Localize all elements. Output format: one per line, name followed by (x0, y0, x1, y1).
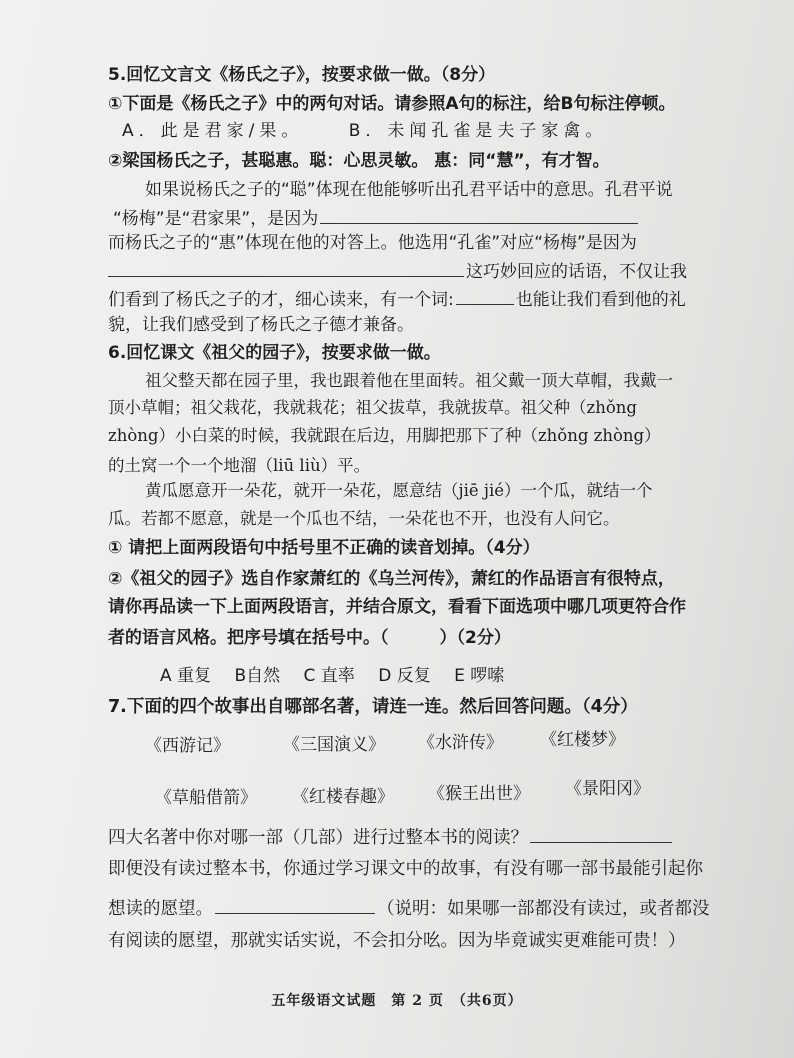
q5-sentence-b: B．未闻孔雀是夫子家禽。 (348, 121, 608, 141)
q7-title: 7.下面的四个故事出自哪部名著，请连一连。然后回答问题。（4分） (108, 697, 638, 717)
q6-passage-line: 瓜。若都不愿意，就是一个瓜也不结，一朵花也不开，也没有人问它。 (108, 509, 620, 528)
q7-text-segment: 四大名著中你对哪一部（几部）进行过整本书的阅读？ (108, 828, 528, 848)
q6-passage-line: 祖父整天都在园子里，我也跟着他在里面转。祖父戴一顶大草帽，我戴一 (145, 371, 673, 390)
q6-part2-line: 者的语言风格。把序号填在括号中。（ ）（2分） (108, 628, 511, 648)
q5-text-segment: “杨梅”是“君家果”，是因为 (113, 209, 319, 229)
q6-part2-line: 请你再品读一下上面两段语言，并结合原文，看看下面选项中哪几项更符合作 (108, 597, 686, 617)
q5-text-line: 而杨氏之子的“惠”体现在他的对答上。他选用“孔雀”对应“杨梅”是因为 (108, 233, 637, 253)
q7-text-segment: （说明：如果哪一部都没有读过，或者都没 (377, 899, 710, 919)
q6-part2-line: ②《祖父的园子》选自作家萧红的《乌兰河传》，萧红的作品语言有很特点， (108, 569, 675, 589)
q7-story: 《草船借箭》 (155, 788, 257, 808)
q7-book: 《红楼梦》 (540, 730, 625, 750)
q7-book: 《三国演义》 (283, 735, 385, 755)
q5-text-line (113, 205, 640, 229)
q6-passage-line: 黄瓜愿意开一朵花，就开一朵花，愿意结（jiē jié）一个瓜，就结一个 (145, 481, 653, 500)
q6-option: A 重复 (160, 666, 212, 686)
q7-story: 《红楼春趣》 (292, 787, 394, 807)
answer-blank (108, 258, 464, 277)
q6-option: E 啰嗦 (454, 666, 505, 686)
q7-text-line (108, 895, 710, 919)
answer-blank (215, 895, 375, 914)
q5-sentences (122, 119, 607, 143)
q5-text-line (108, 286, 686, 310)
q5-part2: ②梁国杨氏之子，甚聪惠。聪：心思灵敏。 惠：同“慧”，有才智。 (108, 151, 610, 171)
q6-part1: ① 请把上面两段语句中括号里不正确的读音划掉。（4分） (108, 538, 540, 558)
q6-options (160, 664, 522, 688)
q6-option: D 反复 (378, 666, 431, 686)
q6-option: C 直率 (303, 666, 355, 686)
q5-sentence-a: A．此是君家/果。 (122, 121, 304, 141)
q7-text-line: 有阅读的愿望，那就实话实说，不会扣分吆。因为毕竟诚实更难能可贵！） (108, 931, 686, 951)
answer-blank (320, 205, 638, 224)
q5-text-segment: 这巧妙回应的话语，不仅让我 (466, 262, 687, 282)
q7-story: 《景阳冈》 (565, 779, 650, 799)
q5-title: 5.回忆文言文《杨氏之子》，按要求做一做。（8分） (108, 65, 496, 85)
q7-text-line: 即便没有读过整本书，你通过学习课文中的故事，有没有哪一部书最能引起你 (108, 859, 703, 879)
q5-part1: ①下面是《杨氏之子》中的两句对话。请参照A句的标注，给B句标注停顿。 (108, 94, 676, 114)
q7-text-line (108, 824, 674, 848)
answer-blank (456, 286, 514, 305)
q5-text-segment: 也能让我们看到他的礼 (515, 290, 686, 310)
q7-story: 《猴王出世》 (428, 784, 530, 804)
q6-title: 6.回忆课文《祖父的园子》，按要求做一做。 (108, 343, 441, 363)
q6-passage-line: 的土窝一个一个地溜（liū liù）平。 (108, 456, 371, 475)
q6-passage-line: zhòng）小白菜的时候，我就跟在后边，用脚把那下了种（zhǒng zhòng） (108, 426, 661, 445)
q5-text-line: 貌，让我们感受到了杨氏之子德才兼备。 (108, 315, 414, 335)
answer-blank (530, 824, 672, 843)
q7-text-segment: 想读的愿望。 (108, 899, 213, 919)
q6-option: B自然 (234, 666, 281, 686)
q7-book: 《水浒传》 (418, 733, 503, 753)
q7-book: 《西游记》 (145, 736, 230, 756)
page-footer: 五年级语文试题 第 2 页 （共6页） (271, 993, 523, 1009)
q5-text-line: 如果说杨氏之子的“聪”体现在他能够听出孔君平话中的意思。孔君平说 (145, 180, 673, 200)
q6-passage-line: 顶小草帽；祖父栽花，我就栽花；祖父拔草，我就拔草。祖父种（zhǒng (108, 398, 637, 417)
q5-text-line (108, 258, 687, 282)
q5-text-segment: 们看到了杨氏之子的才，细心读来，有一个词: (108, 290, 454, 310)
